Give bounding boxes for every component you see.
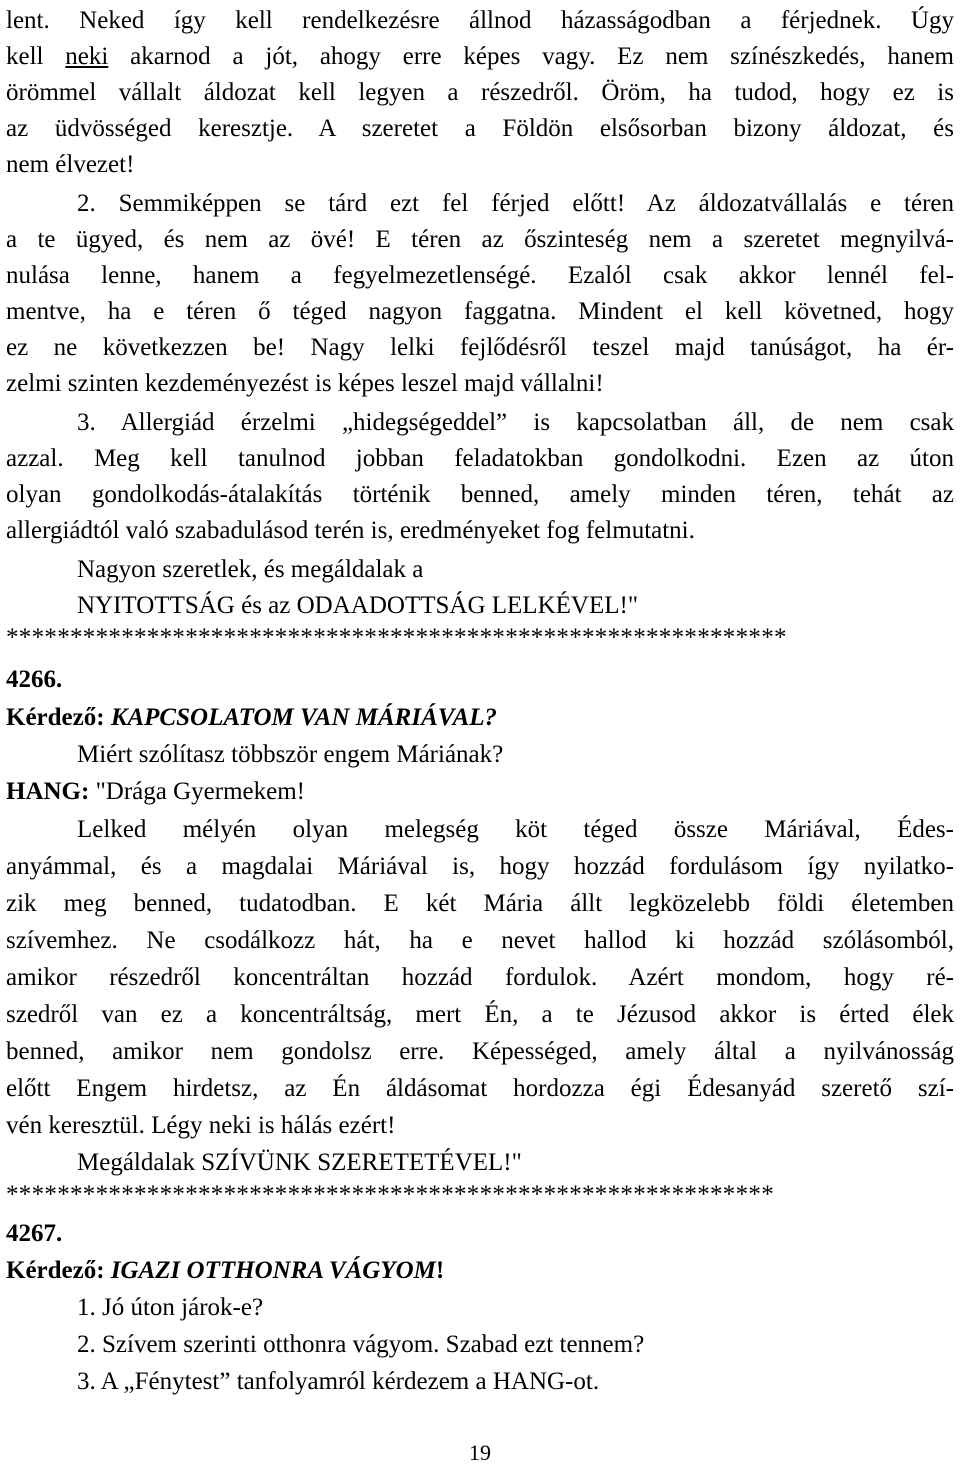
- text-line: Nagyon szeretlek, és megáldalak a: [77, 556, 424, 583]
- answer-label: HANG:: [6, 778, 96, 805]
- text-line: Lelked mélyén olyan melegség köt téged össze Máriával, Édes-: [77, 816, 954, 843]
- question-title: KAPCSOLATOM VAN MÁRIÁVAL?: [110, 704, 498, 731]
- text-line: 2. Semmiképpen se tárd ezt fel férjed előtt! Az áldozatvállalás e téren: [77, 190, 954, 217]
- text-line: nulása lenne, hanem a fegyelmezetlenségé. Ezalól csak akkor lennél fel-: [6, 262, 954, 289]
- text-line: zik meg benned, tudatodban. E két Mária állt legközelebb földi életemben: [6, 890, 954, 917]
- text-line: allergiádtól való szabadulásod terén is, eredményeket fog felmutatni.: [6, 517, 695, 544]
- separator-line: *************************************************************: [6, 624, 787, 651]
- text-line: benned, amikor nem gondolsz erre. Képességed, amely által a nyilvánosság: [6, 1038, 954, 1065]
- answer-salutation: "Drága Gyermekem!: [95, 778, 305, 805]
- question-text: Miért szólítasz többször engem Máriának?: [77, 741, 504, 768]
- text-line: az üdvösséged keresztje. A szeretet a Földön elsősorban bizony áldozat, és: [6, 115, 954, 142]
- question-item: 2. Szívem szerinti otthonra vágyom. Szabad ezt tennem?: [77, 1331, 645, 1358]
- text-line: nem élvezet!: [6, 151, 135, 178]
- text-line: NYITOTTSÁG és az ODAADOTTSÁG LELKÉVEL!": [77, 592, 639, 619]
- text-line: ez ne következzen be! Nagy lelki fejlődésről teszel majd tanúságot, ha ér-: [6, 334, 954, 361]
- text-line: anyámmal, és a magdalai Máriával is, hogy hozzád fordulásom így nyilatko-: [6, 853, 954, 880]
- questioner-label: Kérdező:: [6, 1257, 111, 1284]
- page-number: 19: [469, 1440, 491, 1465]
- text-line: [6, 39, 954, 75]
- message-number: 4266.: [6, 666, 63, 693]
- text-span: kell: [6, 43, 66, 70]
- text-line: szívemhez. Ne csodálkozz hát, ha e nevet hallod ki hozzád szólásomból,: [6, 927, 954, 954]
- underlined-word: neki: [65, 43, 109, 70]
- question-title: IGAZI OTTHONRA VÁGYOM: [110, 1257, 436, 1284]
- question-item: 1. Jó úton járok-e?: [77, 1294, 264, 1321]
- text-span: akarnod a jót, ahogy erre képes vagy. Ez nem színészkedés, hanem: [108, 43, 954, 70]
- text-line: olyan gondolkodás-átalakítás történik benned, amely minden téren, tehát az: [6, 481, 954, 508]
- questioner-line: [6, 1253, 954, 1289]
- separator-line: ************************************************************: [6, 1181, 774, 1208]
- question-item: 3. A „Fénytest” tanfolyamról kérdezem a HANG-ot.: [77, 1368, 600, 1395]
- text-line: Megáldalak SZÍVÜNK SZERETETÉVEL!": [77, 1149, 522, 1176]
- text-line: zelmi szinten kezdeményezést is képes leszel majd vállalni!: [6, 370, 604, 397]
- text-line: szedről van ez a koncentráltság, mert Én, a te Jézusod akkor is érted élek: [6, 1001, 954, 1028]
- text-line: 3. Allergiád érzelmi „hidegségeddel” is kapcsolatban áll, de nem csak: [77, 409, 954, 436]
- question-title-end: !: [435, 1257, 445, 1284]
- text-line: mentve, ha e téren ő téged nagyon faggatna. Mindent el kell követned, hogy: [6, 298, 954, 325]
- text-line: azzal. Meg kell tanulnod jobban feladatokban gondolkodni. Ezen az úton: [6, 445, 954, 472]
- text-line: előtt Engem hirdetsz, az Én áldásomat hordozza égi Édesanyád szerető szí-: [6, 1075, 954, 1102]
- text-line: amikor részedről koncentráltan hozzád fordulok. Azért mondom, hogy ré-: [6, 964, 954, 991]
- questioner-line: [6, 700, 954, 736]
- text-line: a te ügyed, és nem az övé! E téren az őszinteség nem a szeretet megnyilvá-: [6, 226, 954, 253]
- text-line: örömmel vállalt áldozat kell legyen a részedről. Öröm, ha tudod, hogy ez is: [6, 79, 954, 106]
- text-line: lent. Neked így kell rendelkezésre állnod házasságodban a férjednek. Úgy: [6, 7, 954, 34]
- answer-line: [6, 774, 954, 810]
- questioner-label: Kérdező:: [6, 704, 111, 731]
- message-number: 4267.: [6, 1220, 63, 1247]
- text-line: vén keresztül. Légy neki is hálás ezért!: [6, 1112, 396, 1139]
